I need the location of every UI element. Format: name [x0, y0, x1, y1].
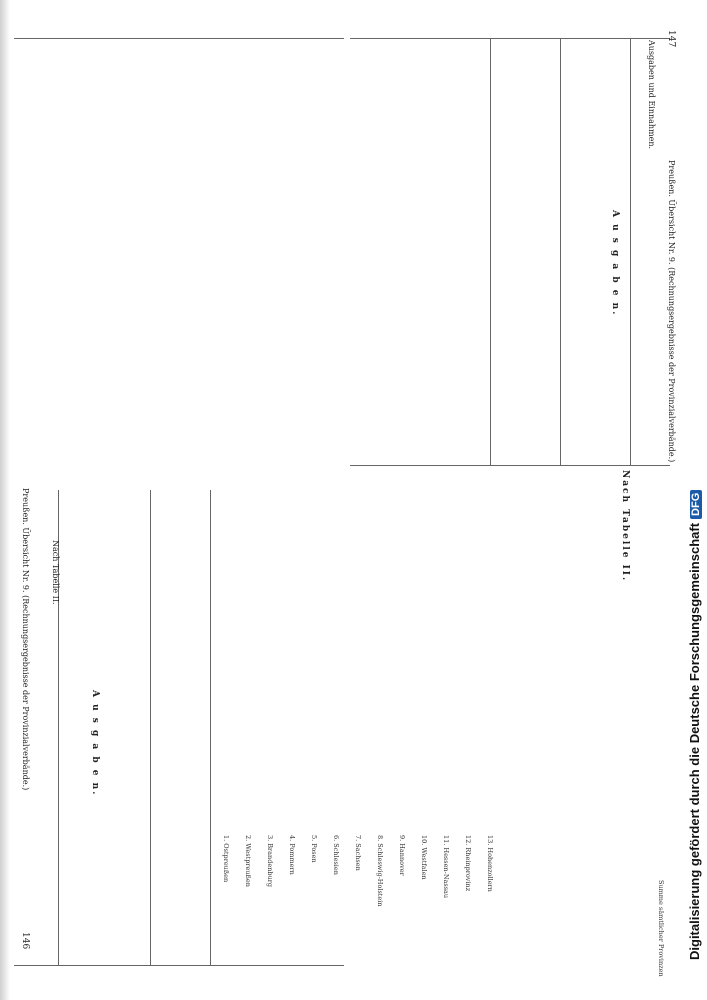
row-label: 1. Ostpreußen: [222, 835, 230, 883]
row-label: 2. Westpreußen: [244, 835, 252, 887]
row-label: 5. Posen: [310, 835, 318, 863]
row-label: 11. Hessen-Nassau: [442, 835, 450, 899]
row-label: 6. Schlesien: [332, 835, 340, 875]
frame-top-right: [350, 38, 670, 39]
binding-shadow: [0, 0, 10, 1000]
heading-nach-tabelle: Nach Tabelle II.: [620, 470, 630, 583]
row-label: 10. Westfalen: [420, 835, 428, 880]
row-label: 4. Pommern: [288, 835, 296, 875]
page-number-right: 147: [666, 30, 676, 48]
heading-ausgaben-right: A u s g a b e n.: [610, 210, 620, 317]
frame-line-left-3: [210, 490, 211, 965]
row-label: 3. Brandenburg: [266, 835, 274, 888]
row-label: 7. Sachsen: [354, 835, 362, 871]
section-title-right: Ausgaben und Einnahmen.: [647, 40, 656, 150]
frame-line-right: [630, 38, 631, 465]
section-title-left: Nach Tabelle II.: [51, 540, 60, 605]
row-label: 8. Schleswig-Holstein: [376, 835, 384, 907]
header-left: Preußen. Übersicht Nr. 9. (Rechnungsergebnisse der Provinzialverbände.): [21, 488, 30, 791]
row-label: 9. Hannover: [398, 835, 406, 876]
frame-line-left-2: [150, 490, 151, 965]
frame-bottom-right: [350, 465, 670, 466]
heading-ausgaben-left: A u s g a b e n.: [90, 690, 100, 797]
frame-line-right-3: [490, 38, 491, 465]
row-label: 13. Hohenzollern: [486, 835, 494, 892]
dfg-logo: DFG: [690, 490, 702, 519]
digitization-strip: [681, 0, 707, 1000]
header-right: Preußen. Übersicht Nr. 9. (Rechnungsergebnisse der Provinzialverbände.): [667, 160, 676, 463]
frame-bottom-left: [14, 965, 344, 966]
page-number-left: 146: [20, 932, 30, 950]
frame-line-right-2: [560, 38, 561, 465]
row-label: 12. Rheinprovinz: [464, 835, 472, 892]
frame-top-left: [14, 38, 344, 39]
digitization-note: Digitalisierung gefördert durch die Deutsche ForschungsgemeinschaftDFG: [687, 490, 702, 960]
total-label: Summe sämtlicher Provinzen: [657, 880, 665, 977]
